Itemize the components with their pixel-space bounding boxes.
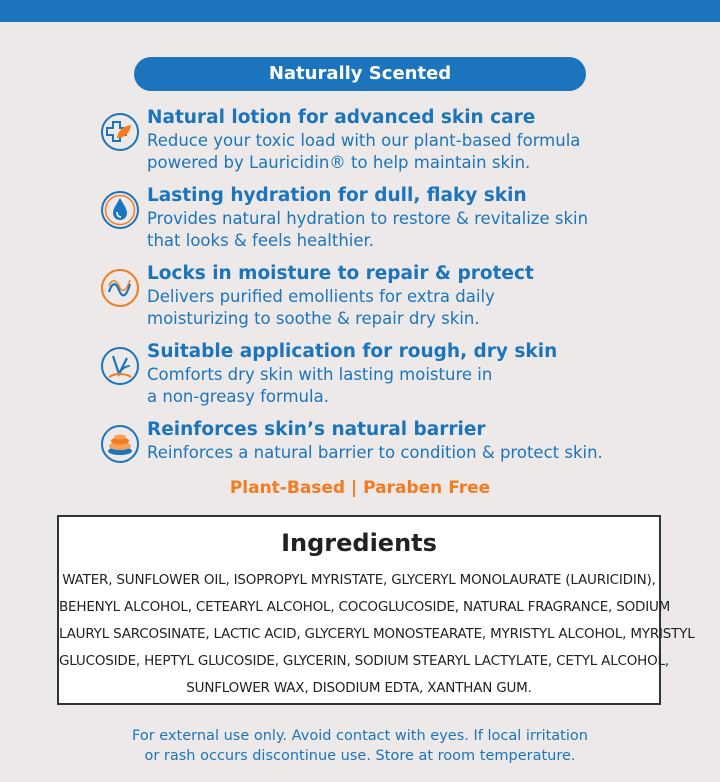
ingredients-line: LAURYL SARCOSINATE, LACTIC ACID, GLYCERYL MONOSTEARATE, MYRISTYL ALCOHOL, MYRISTYL — [59, 626, 695, 642]
feature-title: Reinforces skin’s natural barrier — [147, 419, 486, 440]
usage-warning — [0, 726, 720, 766]
tagline: Plant-Based | Paraben Free — [229, 478, 491, 498]
ingredients-panel — [57, 515, 695, 705]
ingredients-line: SUNFLOWER WAX, DISODIUM EDTA, XANTHAN GUM. — [186, 680, 532, 696]
ingredients-list — [59, 567, 695, 702]
ingredients-line: GLUCOSIDE, HEPTYL GLUCOSIDE, GLYCERIN, SODIUM STEARYL LACTYLATE, CETYL ALCOHOL, — [59, 653, 669, 669]
feature-body — [147, 208, 707, 252]
skin-layers-icon — [100, 424, 140, 464]
feature-title: Natural lotion for advanced skin care — [147, 107, 536, 128]
top-banner — [0, 0, 720, 22]
feature-body-line: a non-greasy formula. — [147, 387, 329, 406]
ingredients-line: WATER, SUNFLOWER OIL, ISOPROPYL MYRISTATE, GLYCERYL MONOLAURATE (LAURICIDIN), — [62, 572, 656, 588]
wave-icon — [100, 268, 140, 308]
feature-body — [147, 364, 707, 408]
naturally-scented-badge: Naturally Scented — [134, 57, 586, 91]
feature-body-line: that looks & feels healthier. — [147, 231, 375, 250]
ingredients-line: BEHENYL ALCOHOL, CETEARYL ALCOHOL, COCOGLUCOSIDE, NATURAL FRAGRANCE, SODIUM — [59, 599, 671, 615]
feature-body — [147, 442, 707, 464]
feature-title: Locks in moisture to repair & protect — [147, 263, 534, 284]
usage-warning-line: or rash occurs discontinue use. Store at room temperature. — [144, 748, 576, 764]
plant-icon — [100, 346, 140, 386]
leaf-cross-icon — [100, 112, 140, 152]
water-drop-icon — [100, 190, 140, 230]
feature-body-line: Delivers purified emollients for extra daily — [147, 287, 495, 306]
feature-body-line: Reinforces a natural barrier to condition & protect skin. — [147, 443, 603, 462]
usage-warning-line: For external use only. Avoid contact with eyes. If local irritation — [132, 728, 588, 744]
feature-title: Lasting hydration for dull, flaky skin — [147, 185, 527, 206]
feature-body-line: Reduce your toxic load with our plant-based formula — [147, 131, 581, 150]
feature-body-line: Provides natural hydration to restore & revitalize skin — [147, 209, 589, 228]
feature-body — [147, 130, 707, 174]
ingredients-title: Ingredients — [281, 529, 437, 557]
feature-body-line: Comforts dry skin with lasting moisture in — [147, 365, 493, 384]
feature-title: Suitable application for rough, dry skin — [147, 341, 558, 362]
feature-body — [147, 286, 707, 330]
feature-body-line: moisturizing to soothe & repair dry skin. — [147, 309, 480, 328]
feature-body-line: powered by Lauricidin® to help maintain skin. — [147, 153, 531, 172]
